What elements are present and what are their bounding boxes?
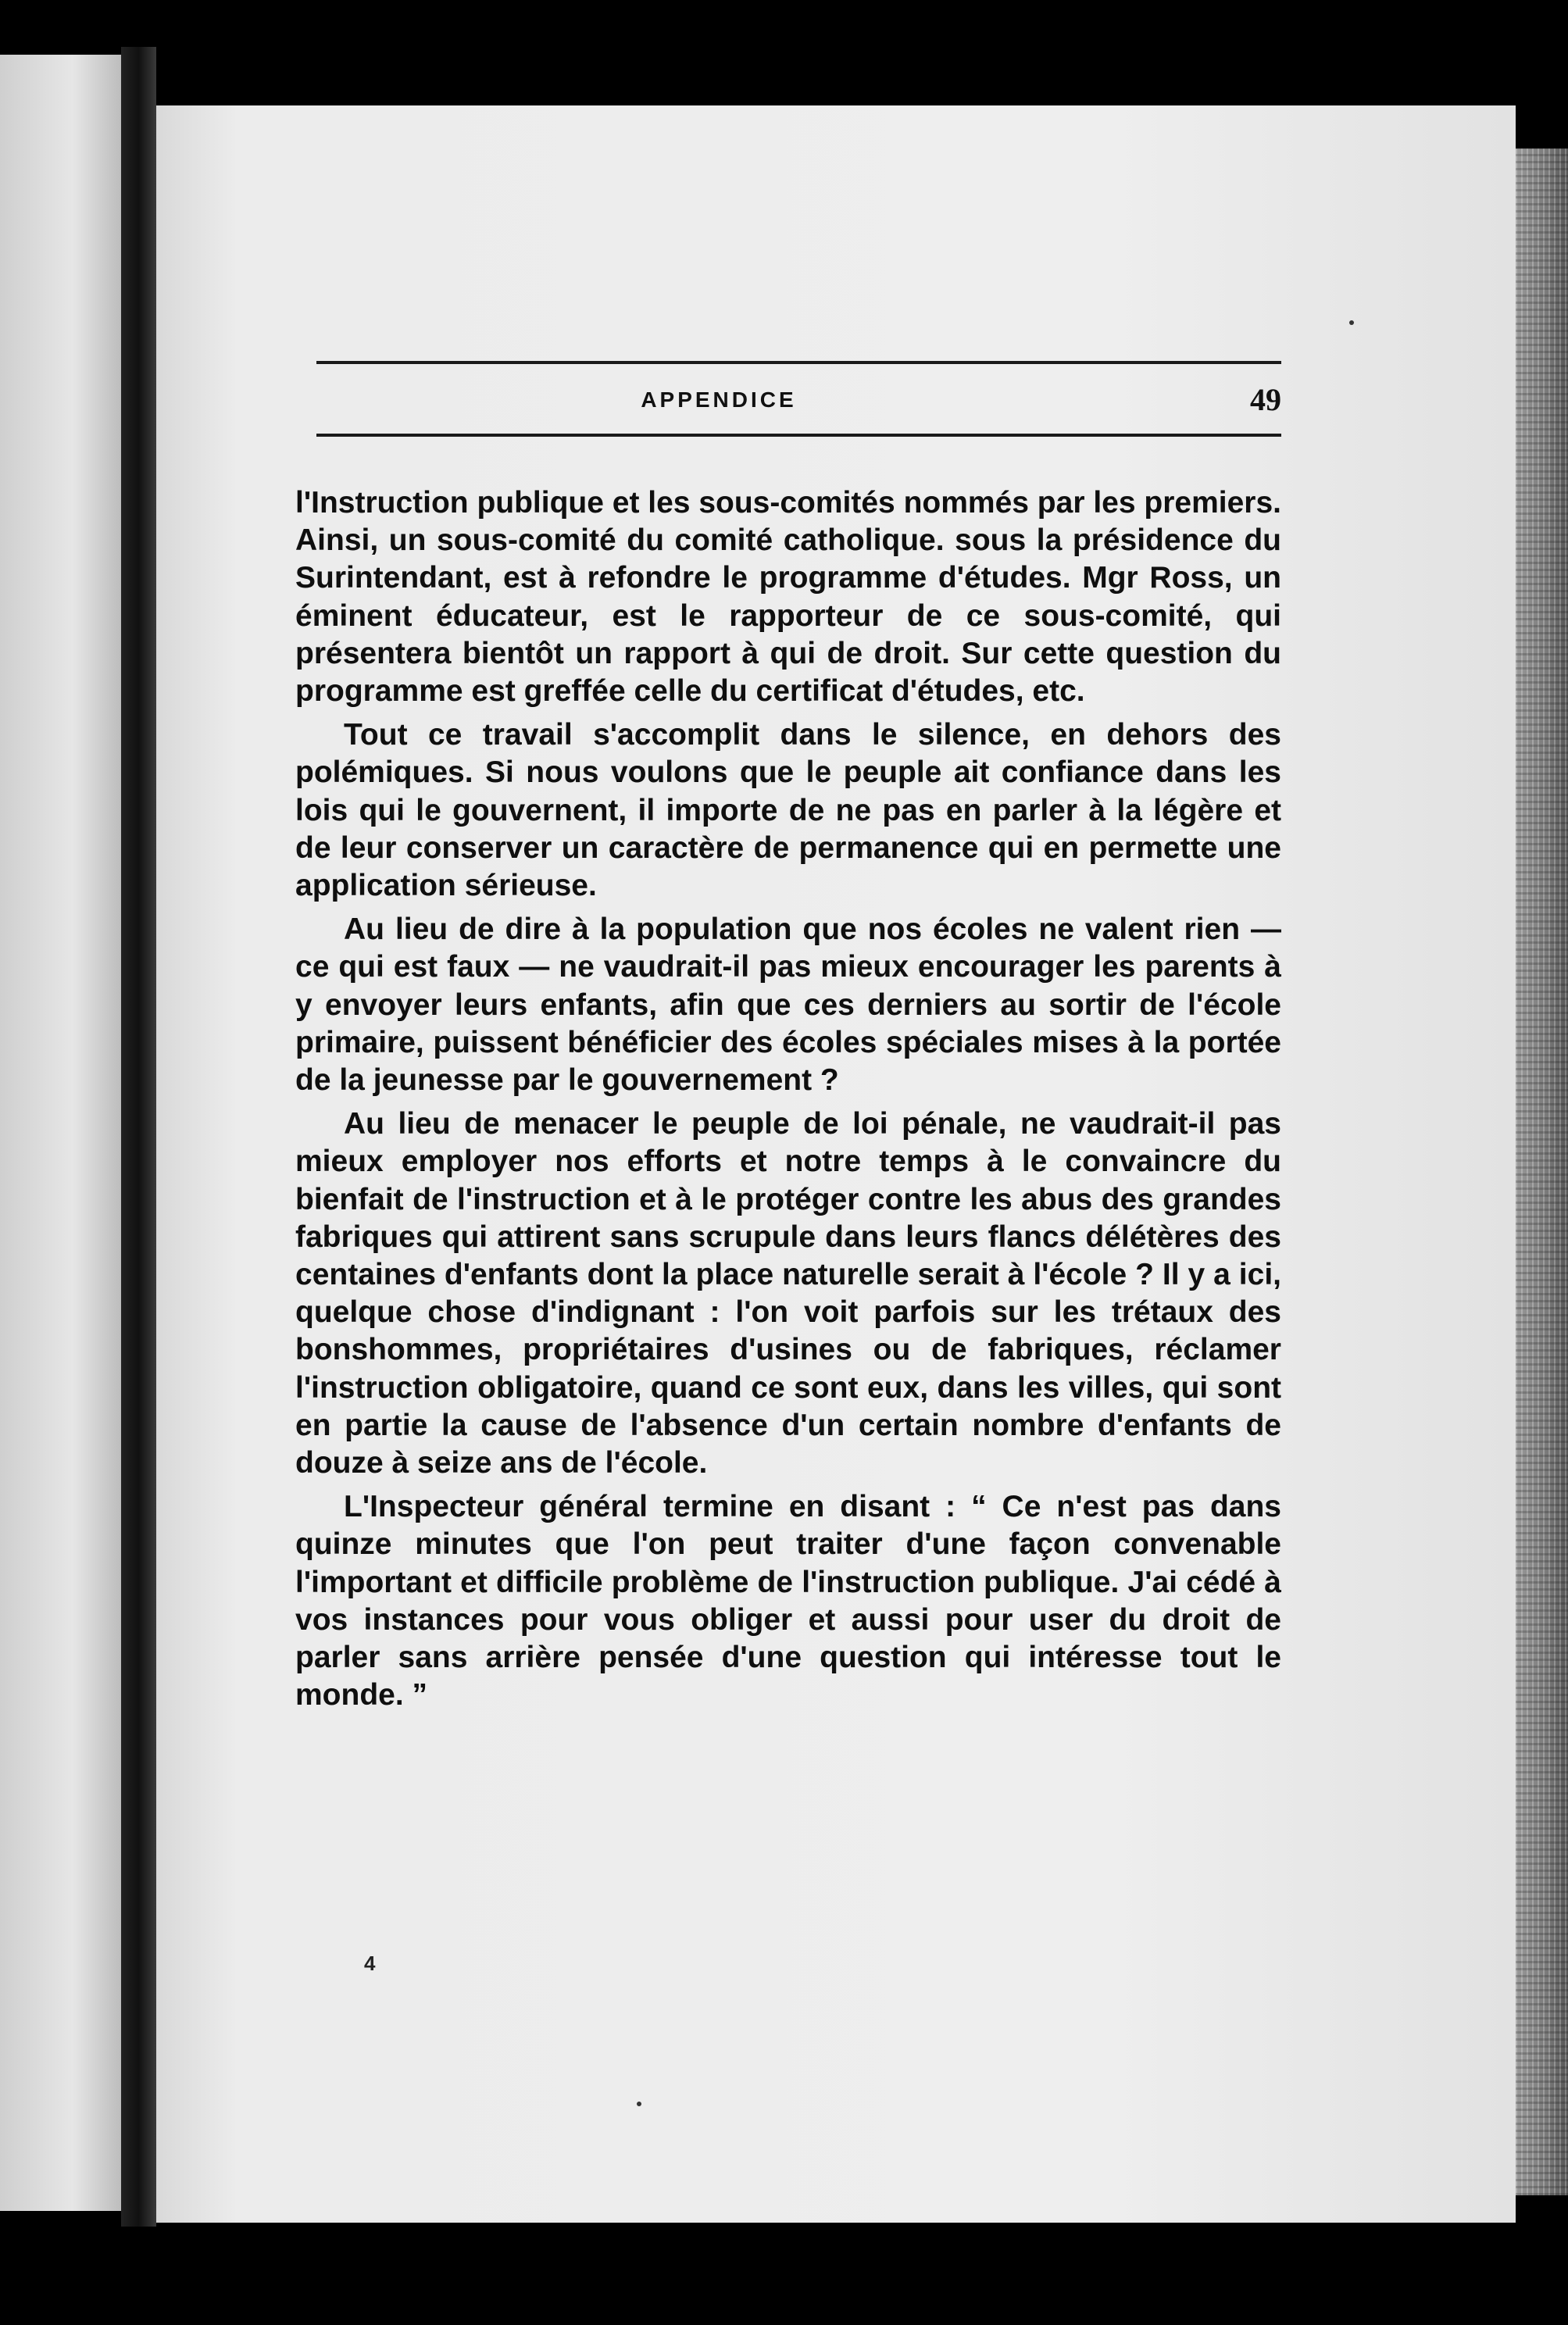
header-rule-top (316, 361, 1281, 364)
paragraph: Tout ce travail s'accomplit dans le silence, en dehors des polémiques. Si nous voulons que le peuple ait confiance dans les lois qui le gouvernent, il importe de ne pas en parler à la légère et de leur conserver un caractère de permanence qui en permette une application sérieuse. (295, 718, 1281, 903)
book-gutter (121, 47, 156, 2227)
page-number: 49 (1250, 382, 1281, 417)
signature-mark: 4 (364, 1952, 376, 1975)
paragraph: l'Instruction publique et les sous-comités nommés par les premiers. Ainsi, un sous-comité du comité catholique. sous la présidence du Surintendant, est à refondre le programme d'études. Mgr Ross, un éminent éducateur, est le rapporteur de ce sous-comité, qui présentera bientôt un rapport à qui de droit. Sur cette question du programme est greffée celle du certificat d'études, etc. (295, 486, 1281, 709)
header-rule-bottom (316, 434, 1281, 437)
paragraph: Au lieu de dire à la population que nos écoles ne valent rien — ce qui est faux — ne vaudrait-il pas mieux encourager les parents à y envoyer leurs enfants, afin que ces derniers au sortir de l'école primaire, puissent bénéficier des écoles spéciales mises à la portée de la jeunesse par le gouvernement ? (295, 912, 1281, 1098)
paragraph: Au lieu de menacer le peuple de loi pénale, ne vaudrait-il pas mieux employer nos efforts et notre temps à le convaincre du bienfait de l'instruction et à le protéger contre les abus des grandes fabriques qui attirent sans scrupule dans leurs flancs délétères des centaines d'enfants dont la place naturelle serait à l'école ? Il y a ici, quelque chose d'indignant : l'on voit parfois sur les trétaux des bonshommes, propriétaires d'usines ou de fabriques, réclamer l'instruction obligatoire, quand ce sont eux, dans les villes, qui sont en partie la cause de l'absence d'un certain nombre d'enfants de douze à seize ans de l'école. (295, 1107, 1281, 1480)
left-page-edge (0, 55, 121, 2211)
dust-speck (1349, 320, 1354, 325)
dust-speck (637, 2102, 641, 2106)
page-stack-edge (1516, 148, 1568, 2195)
running-header: APPENDICE (641, 388, 797, 412)
paragraph: L'Inspecteur général termine en disant : “ Ce n'est pas dans quinze minutes que l'on peut traiter d'une façon convenable l'important et difficile problème de l'instruction publique. J'ai cédé à vos instances pour vous obliger et aussi pour user du droit de parler sans arrière pensée d'une question qui intéresse tout le monde. ” (295, 1490, 1281, 1712)
body-text (295, 484, 1281, 1715)
